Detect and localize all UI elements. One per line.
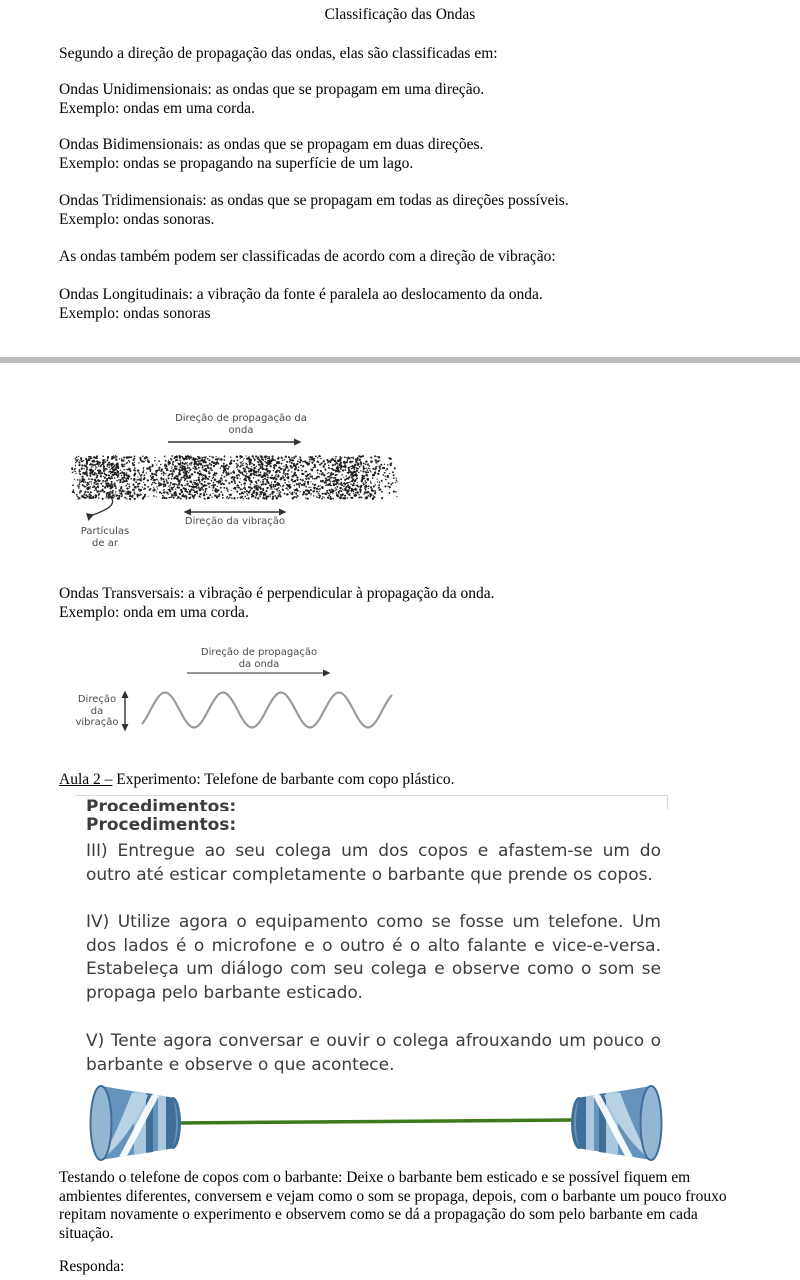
classification-tridimensional bbox=[59, 192, 741, 229]
example-text: Exemplo: ondas sonoras bbox=[59, 304, 211, 322]
clipped-heading: Procedimentos: bbox=[86, 799, 237, 811]
procedure-step-4: IV) Utilize agora o equipamento como se fosse um telefone. Um dos lados é o microfone e o outro é o alto falante e vice-e-versa. Estabeleça um diálogo com seu colega e observe como o som se propaga pelo barbante esticado. bbox=[86, 912, 661, 1003]
procedures-heading: Procedimentos: bbox=[86, 815, 237, 835]
vibration-double-arrow-icon bbox=[184, 509, 287, 516]
vibration-direction-label: Direção da vibração bbox=[184, 516, 286, 527]
definition-text: Ondas Tridimensionais: as ondas que se propagam em todas as direções possíveis. bbox=[59, 192, 569, 209]
example-text: Exemplo: ondas se propagando na superfície de um lago. bbox=[59, 154, 414, 172]
transversal-definition-block bbox=[59, 585, 741, 622]
propagation-direction-label: Direção de propagação da onda bbox=[200, 647, 318, 670]
classification-unidimensional bbox=[59, 81, 741, 118]
longitudinal-definition-block bbox=[59, 286, 741, 323]
procedures-embed bbox=[75, 795, 668, 1077]
definition-text: Ondas Bidimensionais: as ondas que se propagam em duas direções. bbox=[59, 136, 484, 153]
transversal-wave-diagram bbox=[70, 642, 406, 760]
vibration-direction-label: Direção da vibração bbox=[75, 694, 119, 728]
procedure-step-5: V) Tente agora conversar e ouvir o colega afrouxando um pouco o barbante e observe o que acontece. bbox=[86, 1031, 661, 1075]
longitudinal-wave-diagram bbox=[70, 404, 402, 562]
cup-right bbox=[571, 1086, 662, 1160]
sine-wave bbox=[142, 693, 392, 728]
section-divider bbox=[0, 357, 800, 363]
definition-text: Ondas Longitudinais: a vibração da fonte é paralela ao deslocamento da onda. bbox=[59, 286, 543, 303]
vibration-intro-paragraph: As ondas também podem ser classificadas de acordo com a direção de vibração: bbox=[59, 248, 556, 265]
aula2-label: Aula 2 – bbox=[59, 771, 113, 788]
cup-phone-illustration bbox=[88, 1084, 664, 1162]
air-particles-label: Partículas de ar bbox=[80, 526, 130, 549]
air-particles-band bbox=[71, 455, 398, 500]
testing-paragraph: Testando o telefone de copos com o barbante: Deixe o barbante bem esticado e se possível fiquem em ambientes diferentes, conversem e vejam como o som se propaga, depois, com o barbante um pouco frouxo repitam novamente o experimento e observem como se dá a propagação do som pelo barbante em cada situação. bbox=[59, 1169, 727, 1242]
definition-text: Ondas Unidimensionais: as ondas que se propagam em uma direção. bbox=[59, 81, 485, 98]
responda-label: Responda: bbox=[59, 1258, 125, 1275]
propagation-arrow-icon bbox=[187, 670, 331, 677]
aula2-heading bbox=[59, 771, 741, 790]
example-text: Exemplo: ondas sonoras. bbox=[59, 210, 215, 228]
cup-left bbox=[91, 1086, 182, 1160]
propagation-direction-label: Direção de propagação da onda bbox=[175, 413, 307, 436]
intro-paragraph: Segundo a direção de propagação das ondas, elas são classificadas em: bbox=[59, 45, 498, 62]
curved-arrow-icon bbox=[86, 496, 113, 521]
example-text: Exemplo: onda em uma corda. bbox=[59, 603, 249, 621]
example-text: Exemplo: ondas em uma corda. bbox=[59, 99, 255, 117]
aula2-text: Experimento: Telefone de barbante com copo plástico. bbox=[112, 771, 455, 788]
string-line bbox=[178, 1120, 574, 1123]
classification-bidimensional bbox=[59, 136, 741, 173]
page-title: Classificação das Ondas bbox=[324, 6, 476, 23]
procedure-step-3: III) Entregue ao seu colega um dos copos e afastem-se um do outro até esticar completamente o barbante que prende os copos. bbox=[86, 841, 661, 885]
definition-text: Ondas Transversais: a vibração é perpendicular à propagação da onda. bbox=[59, 585, 495, 602]
propagation-arrow-icon bbox=[168, 439, 302, 446]
